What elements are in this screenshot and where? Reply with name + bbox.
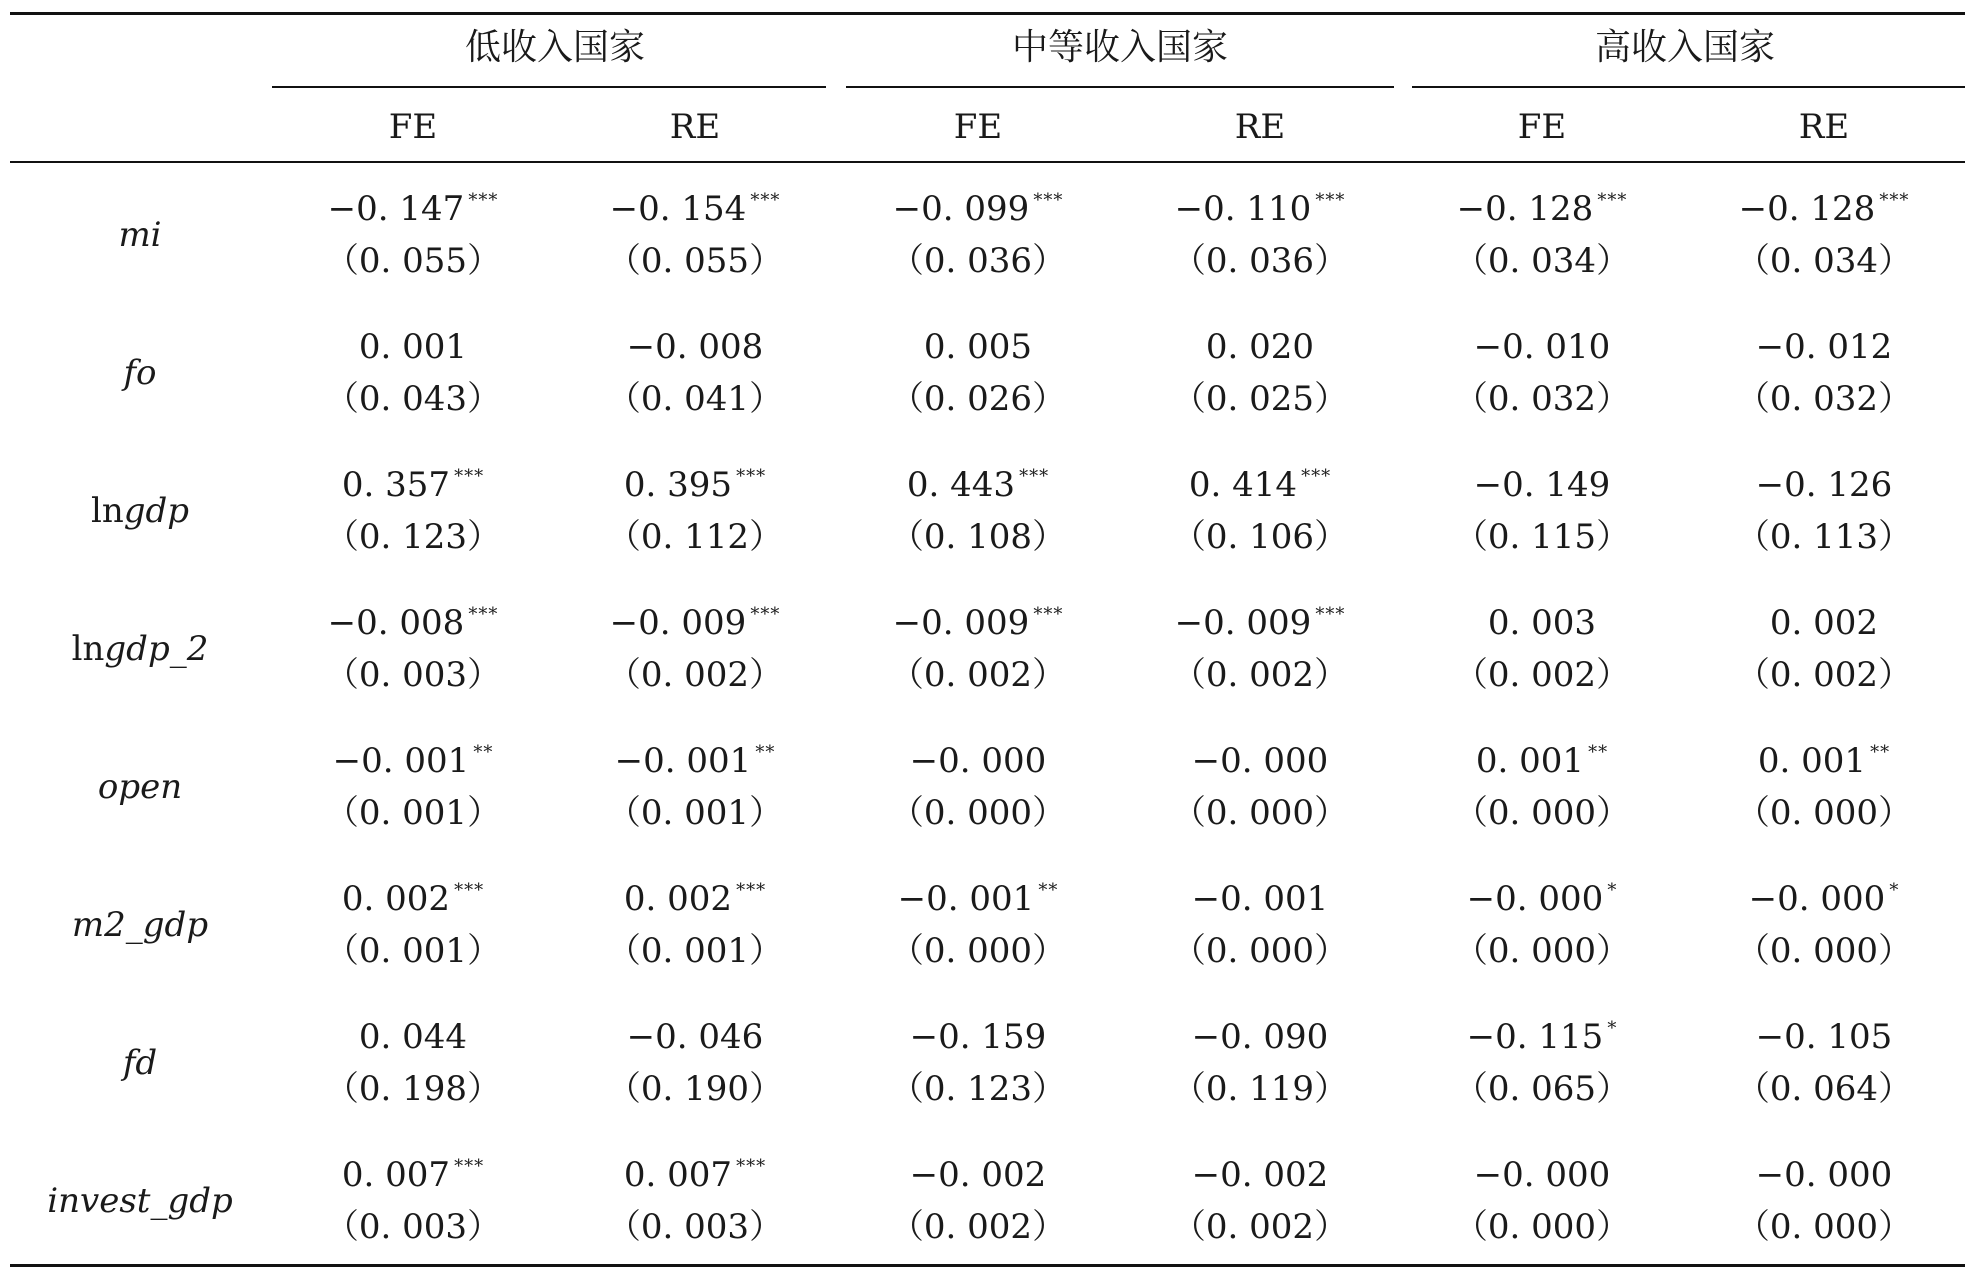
coefficient-cell bbox=[1174, 189, 1346, 229]
coefficient-cell bbox=[909, 741, 1047, 781]
significance-stars: *** bbox=[1301, 466, 1332, 487]
coefficient-value: −0. 147 bbox=[327, 189, 465, 229]
significance-stars: *** bbox=[736, 1156, 767, 1177]
standard-error-cell: （0. 115） bbox=[1453, 517, 1631, 557]
variable-label-name: gdp bbox=[123, 491, 190, 531]
standard-error-cell: （0. 119） bbox=[1171, 1069, 1349, 1109]
significance-stars: ** bbox=[473, 742, 494, 763]
coefficient-cell bbox=[609, 189, 781, 229]
significance-stars: ** bbox=[1038, 880, 1059, 901]
significance-stars: *** bbox=[750, 190, 781, 211]
coefficient-cell bbox=[614, 741, 776, 781]
variable-label bbox=[90, 491, 190, 531]
top-rule bbox=[10, 12, 1965, 15]
coefficient-value: −0. 115 bbox=[1466, 1017, 1604, 1057]
standard-error-cell: （0. 002） bbox=[1735, 655, 1913, 695]
standard-error-cell: （0. 106） bbox=[1171, 517, 1349, 557]
column-header: RE bbox=[669, 107, 721, 147]
coefficient-value: −0. 090 bbox=[1191, 1017, 1329, 1057]
significance-stars: *** bbox=[468, 190, 499, 211]
significance-stars: *** bbox=[468, 604, 499, 625]
coefficient-value: −0. 105 bbox=[1755, 1017, 1893, 1057]
standard-error-cell: （0. 032） bbox=[1453, 379, 1631, 419]
standard-error-cell: （0. 000） bbox=[889, 793, 1067, 833]
variable-label-name: gdp_2 bbox=[104, 629, 209, 669]
coefficient-value: −0. 008 bbox=[327, 603, 465, 643]
standard-error-cell: （0. 000） bbox=[1171, 931, 1349, 971]
variable-label-prefix: ln bbox=[90, 491, 124, 531]
standard-error-cell: （0. 002） bbox=[1171, 1207, 1349, 1247]
coefficient-value: −0. 000 bbox=[1191, 741, 1329, 781]
coefficient-value: −0. 001 bbox=[897, 879, 1035, 919]
coefficient-value: 0. 443 bbox=[906, 465, 1016, 505]
standard-error-cell: （0. 000） bbox=[1453, 931, 1631, 971]
variable-label-name: invest_gdp bbox=[47, 1181, 233, 1221]
variable-label-name: mi bbox=[118, 215, 162, 255]
significance-stars: ** bbox=[1588, 742, 1609, 763]
coefficient-cell bbox=[909, 1155, 1047, 1195]
coefficient-value: −0. 128 bbox=[1738, 189, 1876, 229]
coefficient-cell bbox=[1191, 879, 1329, 919]
coefficient-cell bbox=[1188, 465, 1332, 505]
coefficient-value: −0. 002 bbox=[909, 1155, 1047, 1195]
coefficient-cell bbox=[358, 1017, 468, 1057]
standard-error-cell: （0. 055） bbox=[606, 241, 784, 281]
standard-error-cell: （0. 001） bbox=[606, 793, 784, 833]
coefficient-cell bbox=[1466, 1017, 1618, 1057]
group-header: 低收入国家 bbox=[464, 27, 646, 68]
coefficient-value: 0. 395 bbox=[623, 465, 733, 505]
coefficient-cell bbox=[327, 189, 499, 229]
coefficient-cell bbox=[1738, 189, 1910, 229]
coefficient-value: −0. 001 bbox=[1191, 879, 1329, 919]
standard-error-cell: （0. 025） bbox=[1171, 379, 1349, 419]
variable-label bbox=[122, 1043, 158, 1083]
coefficient-cell bbox=[892, 189, 1064, 229]
coefficient-cell bbox=[1205, 327, 1315, 367]
coefficient-cell bbox=[1191, 741, 1329, 781]
standard-error-cell: （0. 043） bbox=[324, 379, 502, 419]
variable-label bbox=[123, 353, 157, 393]
coefficient-cell bbox=[897, 879, 1059, 919]
coefficient-cell bbox=[1755, 1017, 1893, 1057]
coefficient-cell bbox=[892, 603, 1064, 643]
standard-error-cell: （0. 000） bbox=[1453, 793, 1631, 833]
group-underline-high bbox=[1412, 86, 1965, 88]
coefficient-value: 0. 020 bbox=[1205, 327, 1315, 367]
coefficient-cell bbox=[623, 465, 767, 505]
coefficient-cell bbox=[327, 603, 499, 643]
coefficient-cell bbox=[923, 327, 1033, 367]
coefficient-cell bbox=[1757, 741, 1891, 781]
coefficient-value: 0. 002 bbox=[623, 879, 733, 919]
coefficient-value: 0. 007 bbox=[623, 1155, 733, 1195]
significance-stars: *** bbox=[750, 604, 781, 625]
coefficient-value: −0. 099 bbox=[892, 189, 1030, 229]
standard-error-cell: （0. 112） bbox=[606, 517, 784, 557]
significance-stars: *** bbox=[1019, 466, 1050, 487]
coefficient-value: −0. 000 bbox=[1473, 1155, 1611, 1195]
significance-stars: *** bbox=[1033, 190, 1064, 211]
standard-error-cell: （0. 032） bbox=[1735, 379, 1913, 419]
standard-error-cell: （0. 000） bbox=[1735, 931, 1913, 971]
standard-error-cell: （0. 002） bbox=[606, 655, 784, 695]
group-header: 中等收入国家 bbox=[1011, 27, 1229, 68]
coefficient-value: −0. 009 bbox=[1174, 603, 1312, 643]
column-header: RE bbox=[1798, 107, 1850, 147]
coefficient-value: −0. 154 bbox=[609, 189, 747, 229]
standard-error-cell: （0. 026） bbox=[889, 379, 1067, 419]
coefficient-value: −0. 000 bbox=[909, 741, 1047, 781]
variable-label bbox=[71, 905, 209, 945]
coefficient-cell bbox=[1748, 879, 1900, 919]
coefficient-value: −0. 000 bbox=[1755, 1155, 1893, 1195]
column-header: RE bbox=[1234, 107, 1286, 147]
coefficient-cell bbox=[1769, 603, 1879, 643]
significance-stars: *** bbox=[454, 466, 485, 487]
significance-stars: * bbox=[1889, 880, 1900, 901]
significance-stars: *** bbox=[454, 880, 485, 901]
standard-error-cell: （0. 002） bbox=[889, 1207, 1067, 1247]
column-header: FE bbox=[953, 107, 1003, 147]
coefficient-cell bbox=[1755, 327, 1893, 367]
coefficient-value: 0. 001 bbox=[358, 327, 468, 367]
coefficient-cell bbox=[626, 1017, 764, 1057]
variable-label bbox=[47, 1181, 233, 1221]
standard-error-cell: （0. 000） bbox=[1453, 1207, 1631, 1247]
coefficient-cell bbox=[1755, 465, 1893, 505]
coefficient-value: 0. 414 bbox=[1188, 465, 1298, 505]
standard-error-cell: （0. 003） bbox=[324, 1207, 502, 1247]
group-underline-middle bbox=[846, 86, 1394, 88]
significance-stars: * bbox=[1607, 1018, 1618, 1039]
coefficient-value: −0. 110 bbox=[1174, 189, 1312, 229]
standard-error-cell: （0. 065） bbox=[1453, 1069, 1631, 1109]
coefficient-cell bbox=[341, 465, 485, 505]
significance-stars: *** bbox=[736, 880, 767, 901]
coefficient-value: −0. 009 bbox=[609, 603, 747, 643]
significance-stars: ** bbox=[755, 742, 776, 763]
variable-label-name: open bbox=[97, 767, 183, 807]
coefficient-cell bbox=[623, 879, 767, 919]
coefficient-value: −0. 126 bbox=[1755, 465, 1893, 505]
significance-stars: *** bbox=[736, 466, 767, 487]
variable-label-name: m2_gdp bbox=[71, 905, 209, 945]
standard-error-cell: （0. 198） bbox=[324, 1069, 502, 1109]
coefficient-cell bbox=[341, 879, 485, 919]
standard-error-cell: （0. 000） bbox=[889, 931, 1067, 971]
group-underline-low bbox=[272, 86, 826, 88]
coefficient-value: −0. 002 bbox=[1191, 1155, 1329, 1195]
coefficient-value: −0. 046 bbox=[626, 1017, 764, 1057]
coefficient-cell bbox=[1475, 741, 1609, 781]
coefficient-cell bbox=[1473, 465, 1611, 505]
variable-label bbox=[97, 767, 183, 807]
coefficient-value: 0. 002 bbox=[341, 879, 451, 919]
coefficient-value: 0. 044 bbox=[358, 1017, 468, 1057]
coefficient-value: 0. 001 bbox=[1757, 741, 1867, 781]
standard-error-cell: （0. 055） bbox=[324, 241, 502, 281]
standard-error-cell: （0. 041） bbox=[606, 379, 784, 419]
significance-stars: *** bbox=[454, 1156, 485, 1177]
coefficient-value: −0. 149 bbox=[1473, 465, 1611, 505]
coefficient-value: −0. 008 bbox=[626, 327, 764, 367]
standard-error-cell: （0. 123） bbox=[324, 517, 502, 557]
coefficient-cell bbox=[1191, 1017, 1329, 1057]
coefficient-cell bbox=[1473, 327, 1611, 367]
coefficient-value: −0. 010 bbox=[1473, 327, 1611, 367]
standard-error-cell: （0. 002） bbox=[1453, 655, 1631, 695]
coefficient-cell bbox=[1473, 1155, 1611, 1195]
significance-stars: ** bbox=[1870, 742, 1891, 763]
standard-error-cell: （0. 190） bbox=[606, 1069, 784, 1109]
standard-error-cell: （0. 000） bbox=[1735, 1207, 1913, 1247]
significance-stars: *** bbox=[1879, 190, 1910, 211]
coefficient-cell bbox=[623, 1155, 767, 1195]
coefficient-value: 0. 002 bbox=[1769, 603, 1879, 643]
standard-error-cell: （0. 064） bbox=[1735, 1069, 1913, 1109]
coefficient-cell bbox=[1174, 603, 1346, 643]
standard-error-cell: （0. 001） bbox=[324, 793, 502, 833]
standard-error-cell: （0. 034） bbox=[1453, 241, 1631, 281]
coefficient-cell bbox=[1191, 1155, 1329, 1195]
coefficient-cell bbox=[626, 327, 764, 367]
coefficient-value: −0. 159 bbox=[909, 1017, 1047, 1057]
standard-error-cell: （0. 002） bbox=[1171, 655, 1349, 695]
group-header: 高收入国家 bbox=[1594, 27, 1776, 68]
standard-error-cell: （0. 034） bbox=[1735, 241, 1913, 281]
coefficient-value: 0. 007 bbox=[341, 1155, 451, 1195]
coefficient-cell bbox=[1466, 879, 1618, 919]
coefficient-value: −0. 128 bbox=[1456, 189, 1594, 229]
coefficient-cell bbox=[341, 1155, 485, 1195]
coefficient-value: −0. 001 bbox=[614, 741, 752, 781]
standard-error-cell: （0. 003） bbox=[324, 655, 502, 695]
coefficient-cell bbox=[609, 603, 781, 643]
standard-error-cell: （0. 000） bbox=[1735, 793, 1913, 833]
standard-error-cell: （0. 036） bbox=[889, 241, 1067, 281]
column-header: FE bbox=[388, 107, 438, 147]
bottom-rule bbox=[10, 1264, 1965, 1267]
coefficient-cell bbox=[358, 327, 468, 367]
coefficient-value: −0. 001 bbox=[332, 741, 470, 781]
standard-error-cell: （0. 001） bbox=[324, 931, 502, 971]
coefficient-value: −0. 000 bbox=[1748, 879, 1886, 919]
variable-label bbox=[71, 629, 209, 669]
variable-label-prefix: ln bbox=[71, 629, 105, 669]
coefficient-cell bbox=[1755, 1155, 1893, 1195]
coefficient-value: −0. 012 bbox=[1755, 327, 1893, 367]
significance-stars: *** bbox=[1315, 190, 1346, 211]
coefficient-value: 0. 357 bbox=[341, 465, 451, 505]
standard-error-cell: （0. 003） bbox=[606, 1207, 784, 1247]
column-header: FE bbox=[1517, 107, 1567, 147]
standard-error-cell: （0. 036） bbox=[1171, 241, 1349, 281]
standard-error-cell: （0. 002） bbox=[889, 655, 1067, 695]
header-rule bbox=[10, 161, 1965, 163]
variable-label-name: fo bbox=[123, 353, 157, 393]
variable-label bbox=[118, 215, 162, 255]
significance-stars: *** bbox=[1597, 190, 1628, 211]
significance-stars: * bbox=[1607, 880, 1618, 901]
coefficient-value: 0. 001 bbox=[1475, 741, 1585, 781]
coefficient-value: 0. 005 bbox=[923, 327, 1033, 367]
significance-stars: *** bbox=[1033, 604, 1064, 625]
significance-stars: *** bbox=[1315, 604, 1346, 625]
coefficient-value: 0. 003 bbox=[1487, 603, 1597, 643]
standard-error-cell: （0. 113） bbox=[1735, 517, 1913, 557]
coefficient-cell bbox=[906, 465, 1050, 505]
standard-error-cell: （0. 108） bbox=[889, 517, 1067, 557]
coefficient-cell bbox=[332, 741, 494, 781]
coefficient-cell bbox=[909, 1017, 1047, 1057]
variable-label-name: fd bbox=[122, 1043, 158, 1083]
standard-error-cell: （0. 000） bbox=[1171, 793, 1349, 833]
coefficient-value: −0. 009 bbox=[892, 603, 1030, 643]
coefficient-value: −0. 000 bbox=[1466, 879, 1604, 919]
coefficient-cell bbox=[1487, 603, 1597, 643]
standard-error-cell: （0. 001） bbox=[606, 931, 784, 971]
standard-error-cell: （0. 123） bbox=[889, 1069, 1067, 1109]
coefficient-cell bbox=[1456, 189, 1628, 229]
